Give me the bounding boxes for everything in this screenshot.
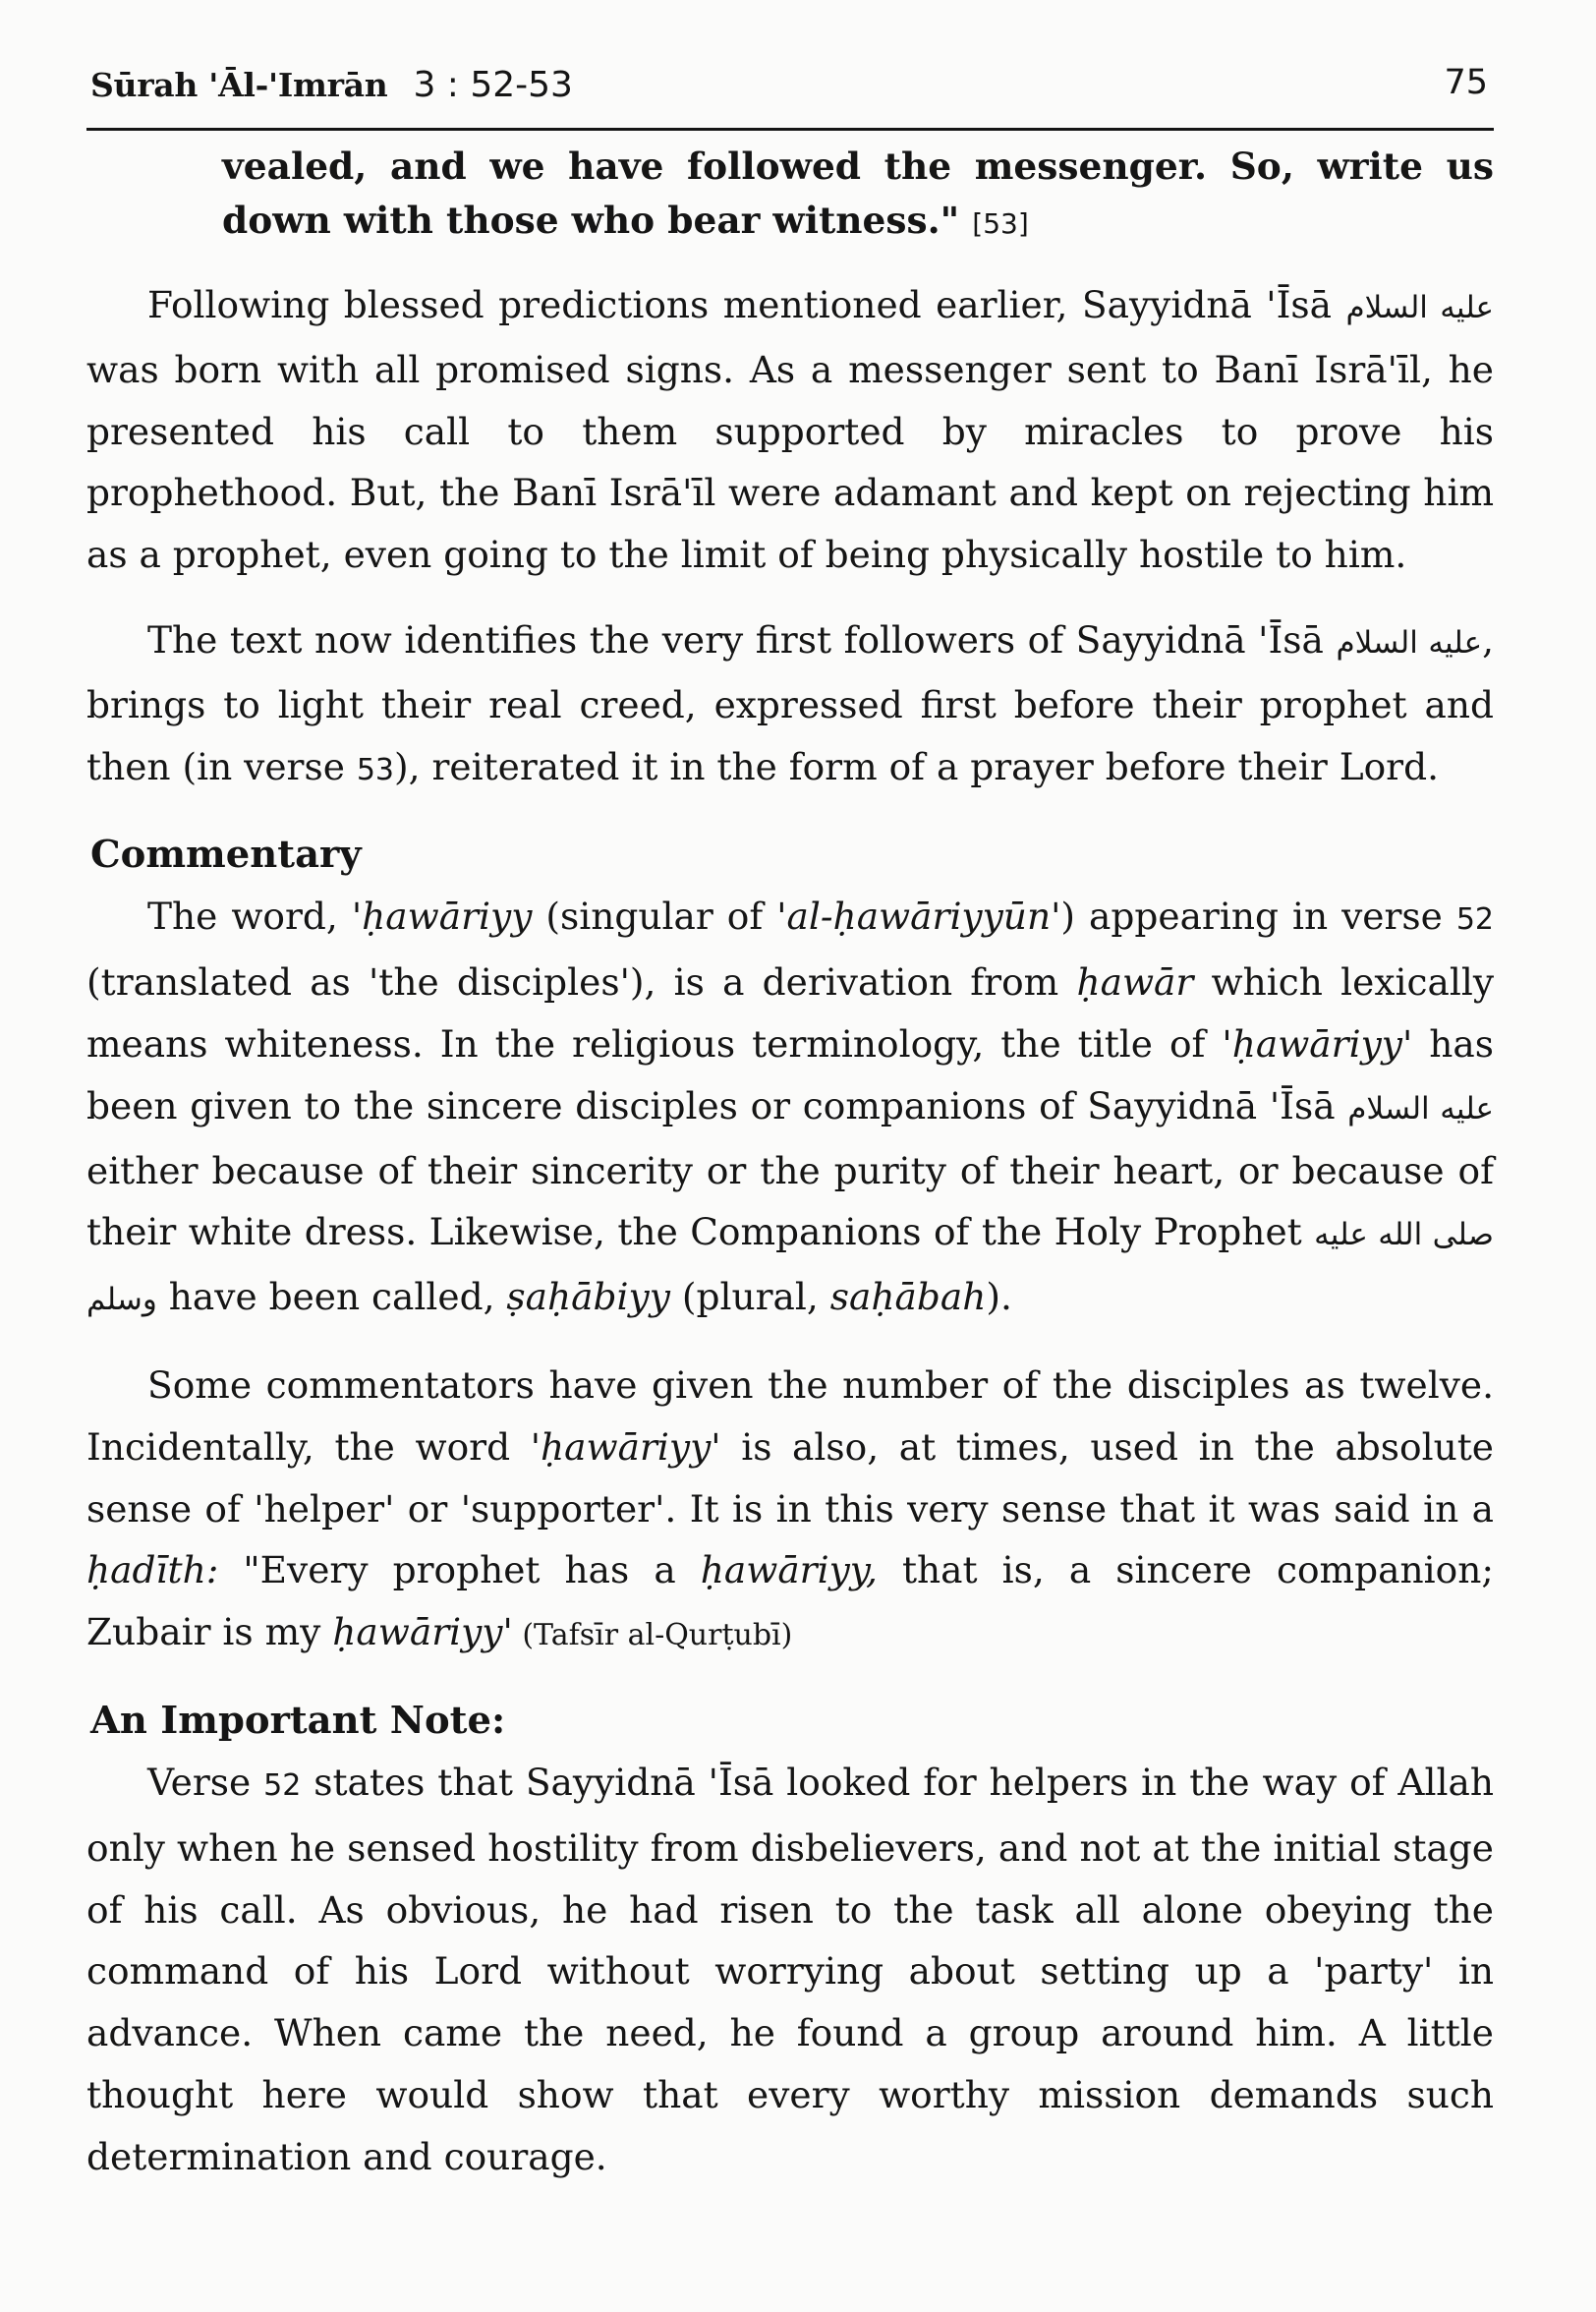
commentary-text: (plural,: [669, 1275, 830, 1319]
verse-reference: 3 : 52-53: [413, 65, 573, 105]
paragraph-disciples: [86, 1355, 1494, 1667]
commentary-text: ).: [986, 1275, 1012, 1319]
para1-text-b: was born with all promised signs. As a messenger sent to Banī Isrā'īl, he presented his call to them supported by miracles to prove his prophethood. But, the Banī Isrā'īl were adamant and kept on rejecting him as a prophet, even going to the limit of being physically hostile to him.: [86, 347, 1494, 577]
arabic-honorific: صلى الله عليه وسلم: [86, 1217, 1494, 1318]
verse-number: [53]: [972, 207, 1029, 240]
term-italic: ṣaḥābiyy: [506, 1275, 670, 1319]
term-italic: 'ḥawāriyy: [351, 895, 533, 939]
arabic-honorific: عليه السلام: [1345, 290, 1494, 325]
commentary-text: has been given to the sincere disciples or companions of Sayyidnā 'Īsā: [86, 1021, 1494, 1127]
para2-text-c: ), reiterated it in the form of a prayer before their Lord.: [394, 744, 1440, 788]
term-italic: 'al-ḥawāriyyūn': [776, 895, 1061, 939]
header-left: [90, 65, 573, 105]
paragraph-predictions: [86, 274, 1494, 586]
paragraph-first-followers: [86, 609, 1494, 801]
commentary-text: either because of their sincerity or the purity of their heart, or because of their white dress. Likewise, the Companions of the Holy Prophet: [86, 1148, 1494, 1254]
para4-text: that is, a sincere companion; Zubair is my: [86, 1548, 1494, 1654]
arabic-honorific: عليه السلام: [1347, 1090, 1494, 1127]
term-italic: ḥawāriyy,: [700, 1548, 878, 1592]
verse-translation-text: vealed, and we have followed the messenger. So, write us down with those who bear witness.": [222, 144, 1494, 242]
important-note-heading: An Important Note:: [90, 1698, 506, 1743]
verse-number-inline: 52: [1455, 902, 1494, 938]
paragraph-commentary: [86, 886, 1494, 1331]
commentary-text: have been called,: [156, 1275, 507, 1319]
citation: (Tafsīr al-Qurṭubī): [512, 1618, 793, 1653]
para4-text: Some commentators have given the number of the disciples as twelve. Incidentally, the word: [86, 1362, 1494, 1469]
book-page: [86, 53, 1494, 2284]
para4-text: is also, at times, used in the absolute sense of 'helper' or 'supporter'. It is in this very sense that it was said in a: [86, 1424, 1494, 1531]
term-italic: ḥadīth:: [86, 1548, 219, 1592]
para2-text-b: , brings to light their real creed, expressed first before their prophet and then (in verse: [86, 617, 1494, 788]
commentary-text: ) appearing in verse: [1060, 895, 1456, 939]
paragraph-important-note: [86, 1752, 1494, 2188]
commentary-text: (singular of: [532, 895, 777, 939]
page-number: 75: [1444, 63, 1488, 102]
term-italic: 'ḥawāriyy': [1222, 1021, 1413, 1066]
verse-number-inline: 52: [263, 1767, 302, 1803]
commentary-text: which lexically means whiteness. In the religious terminology, the title of: [86, 960, 1495, 1066]
header-rule: [86, 128, 1494, 131]
term-italic: saḥābah: [829, 1275, 987, 1319]
commentary-text: The word,: [147, 895, 352, 939]
commentary-text: (translated as 'the disciples'), is a derivation from: [86, 960, 1077, 1005]
surah-title: Sūrah 'Āl-'Imrān: [90, 66, 388, 104]
running-header: [86, 53, 1494, 134]
para4-text: "Every prophet has a: [218, 1548, 701, 1592]
verse-translation: [222, 140, 1494, 251]
note-text: states that Sayyidnā 'Īsā looked for helpers in the way of Allah only when he sensed hostility from disbelievers, and not at the initial stage of his call. As obvious, he had risen to the task all alone obeying the command of his Lord without worrying about setting up a 'party' in advance. When came the need, he found a group around him. A little thought here would show that every worthy mission demands such determination and courage.: [86, 1760, 1494, 2178]
verse-number-inline: 53: [356, 752, 395, 787]
term-italic: 'ḥawāriyy': [530, 1424, 721, 1469]
term-italic: ḥawār: [1076, 960, 1194, 1005]
commentary-heading: Commentary: [90, 833, 362, 878]
page-body: [86, 140, 1494, 2188]
arabic-honorific: عليه السلام: [1336, 624, 1483, 661]
para1-text-a: Following blessed predictions mentioned earlier, Sayyidnā 'Īsā: [147, 283, 1346, 326]
para2-text-a: The text now identifies the very first followers of Sayyidnā 'Īsā: [147, 617, 1337, 662]
term-italic: ḥawāriyy': [332, 1610, 513, 1654]
note-text: Verse: [147, 1760, 264, 1804]
